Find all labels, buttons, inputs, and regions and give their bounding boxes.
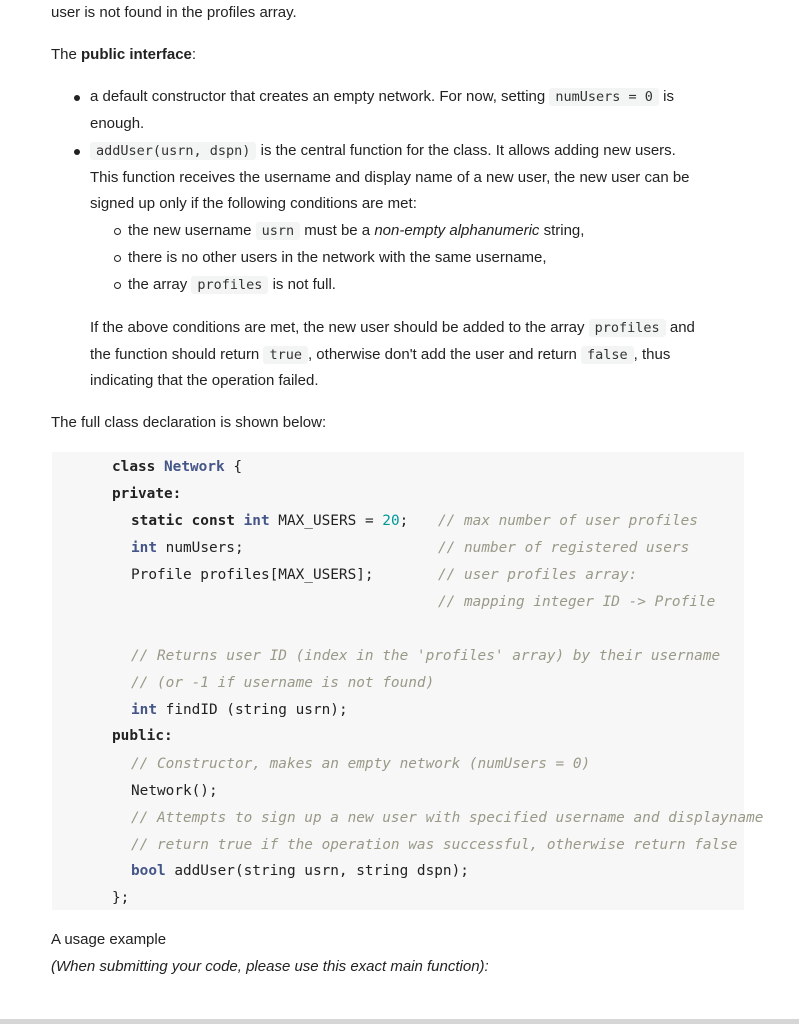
bullet-constructor-cont: enough. bbox=[90, 115, 145, 132]
code-comment: // Constructor, makes an empty network (numUsers = 0) bbox=[131, 756, 591, 772]
condition-not-full: the array profiles is not full. bbox=[128, 276, 336, 293]
public-interface-heading: The public interface: bbox=[51, 46, 197, 63]
code-line: int numUsers; bbox=[131, 540, 244, 556]
code-line: private: bbox=[112, 486, 182, 502]
usage-example-heading: A usage example bbox=[51, 931, 167, 948]
code-line: class Network { bbox=[112, 459, 242, 475]
code-comment: // (or -1 if username is not found) bbox=[131, 675, 435, 691]
code-line: Profile profiles[MAX_USERS]; bbox=[131, 567, 374, 583]
intro-text: user is not found in the profiles array. bbox=[51, 4, 297, 21]
bullet-adduser-line2: This function receives the username and display name of a new user, the new user can be bbox=[90, 169, 690, 186]
bullet-disc bbox=[74, 149, 80, 155]
code-comment: // number of registered users bbox=[438, 540, 690, 556]
condition-unique: there is no other users in the network with the same username, bbox=[128, 249, 547, 266]
code-block bbox=[52, 452, 764, 910]
usage-example-note: (When submitting your code, please use this exact main function): bbox=[51, 958, 489, 975]
sub-bullet-circle bbox=[114, 228, 121, 235]
code-comment: // return true if the operation was successful, otherwise return false bbox=[131, 837, 738, 853]
conditions-paragraph-line3: indicating that the operation failed. bbox=[90, 372, 319, 389]
condition-username: the new username usrn must be a non-empty alphanumeric string, bbox=[128, 222, 585, 239]
bullet-disc bbox=[74, 95, 80, 101]
code-comment: // user profiles array: bbox=[438, 567, 638, 583]
code-line: Network(); bbox=[131, 783, 218, 799]
code-comment: // mapping integer ID -> Profile bbox=[438, 594, 716, 610]
full-declaration-heading: The full class declaration is shown below: bbox=[51, 414, 327, 431]
bottom-scroll-edge bbox=[0, 1019, 799, 1024]
code-line: int findID (string usrn); bbox=[131, 702, 348, 718]
bullet-adduser-line3: signed up only if the following conditions are met: bbox=[90, 195, 417, 212]
code-comment: // Attempts to sign up a new user with specified username and displayname bbox=[131, 810, 764, 826]
code-line: }; bbox=[112, 890, 130, 906]
code-comment: // max number of user profiles bbox=[438, 513, 698, 529]
code-line: public: bbox=[112, 728, 173, 744]
conditions-paragraph-line2: the function should return true , otherwise don't add the user and return false , thus bbox=[90, 346, 671, 363]
sub-bullet-circle bbox=[114, 255, 121, 262]
bullet-constructor: a default constructor that creates an empty network. For now, setting numUsers = 0 is bbox=[90, 88, 674, 105]
sub-bullet-circle bbox=[114, 282, 121, 289]
bullet-adduser: addUser(usrn, dspn) is the central function for the class. It allows adding new users. bbox=[90, 141, 676, 161]
code-comment: // Returns user ID (index in the 'profiles' array) by their username bbox=[131, 648, 721, 664]
code-line: static const int MAX_USERS = 20; bbox=[131, 513, 409, 529]
conditions-paragraph-line1: If the above conditions are met, the new user should be added to the array profiles and bbox=[90, 319, 695, 336]
code-line: bool addUser(string usrn, string dspn); bbox=[131, 863, 469, 879]
